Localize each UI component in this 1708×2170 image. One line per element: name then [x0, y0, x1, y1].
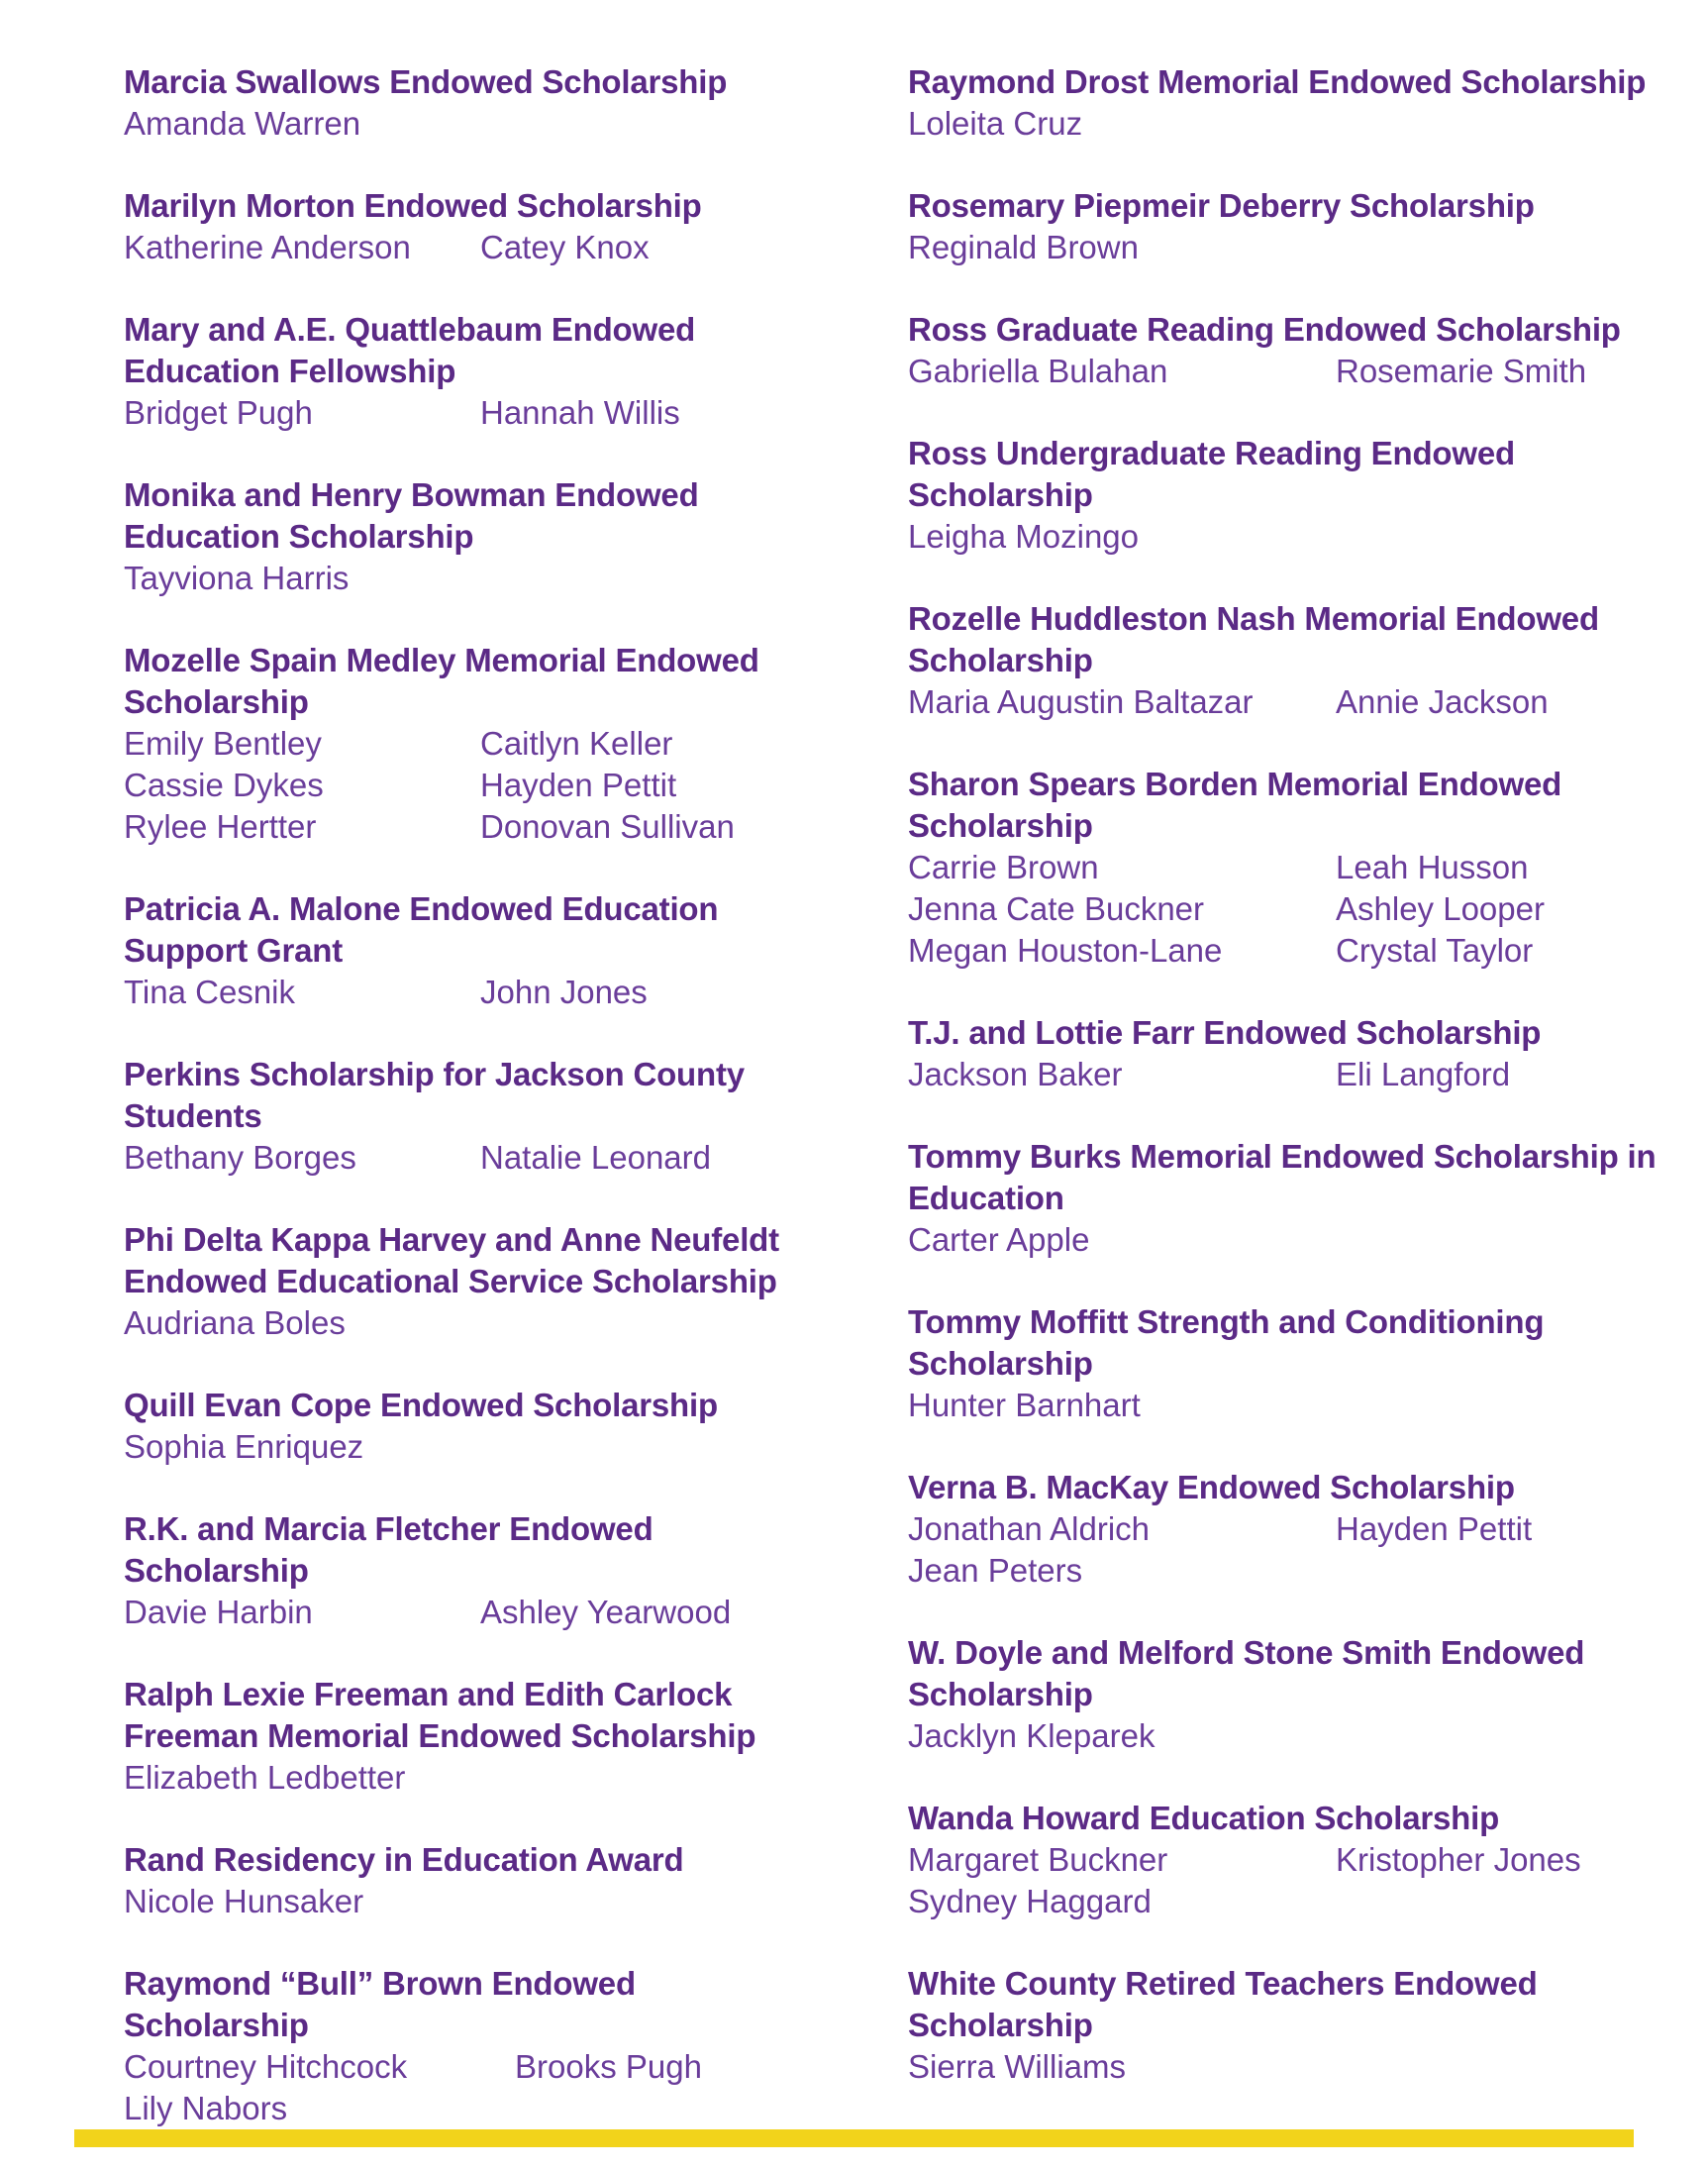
- scholarship-title: Ross Graduate Reading Endowed Scholarship: [908, 311, 1621, 348]
- scholarship-title: Mary and A.E. Quattlebaum Endowed Education Fellowship: [124, 311, 696, 389]
- scholarship-entry: [908, 433, 1660, 558]
- scholarship-title: Tommy Moffitt Strength and Conditioning Scholarship: [908, 1303, 1545, 1382]
- recipient-name: Katherine Anderson: [124, 229, 411, 265]
- recipient-name: Nicole Hunsaker: [124, 1883, 364, 1919]
- scholarship-title: Phi Delta Kappa Harvey and Anne Neufeldt Endowed Educational Service Scholarship: [124, 1221, 779, 1299]
- recipient-name: Courtney Hitchcock: [124, 2048, 408, 2085]
- recipient-name: Leah Husson: [1336, 849, 1529, 885]
- scholarship-entry: [908, 309, 1660, 392]
- recipient-name: Donovan Sullivan: [480, 808, 735, 845]
- recipient-name: Audriana Boles: [124, 1304, 346, 1341]
- recipient-name: Brooks Pugh: [515, 2048, 702, 2085]
- scholarship-entry: [124, 1508, 817, 1633]
- scholarship-entry: [908, 185, 1660, 268]
- scholarship-title: Marcia Swallows Endowed Scholarship: [124, 63, 728, 100]
- recipient-name: Catey Knox: [480, 229, 650, 265]
- scholarship-title: Tommy Burks Memorial Endowed Scholarship in Education: [908, 1138, 1657, 1216]
- recipient-list: [908, 847, 1660, 972]
- scholarship-entry: [124, 309, 817, 434]
- recipient-name: Cassie Dykes: [124, 767, 324, 803]
- recipient-list: [124, 1881, 817, 1922]
- scholarship-title: Quill Evan Cope Endowed Scholarship: [124, 1387, 718, 1423]
- recipient-list: [908, 227, 1660, 268]
- recipient-name: Crystal Taylor: [1336, 932, 1534, 969]
- scholarship-entry: [908, 1136, 1660, 1261]
- scholarship-title: R.K. and Marcia Fletcher Endowed Scholarship: [124, 1510, 653, 1589]
- recipient-list: [124, 392, 817, 434]
- recipient-name: Lily Nabors: [124, 2090, 288, 2126]
- recipient-list: [124, 558, 817, 599]
- left-column: [124, 61, 817, 2170]
- recipient-list: [908, 681, 1660, 723]
- scholarship-title: Monika and Henry Bowman Endowed Education Scholarship: [124, 476, 699, 555]
- scholarship-entry: [124, 61, 817, 145]
- recipient-name: Reginald Brown: [908, 229, 1139, 265]
- recipient-list: [124, 1426, 817, 1468]
- recipient-name: Rylee Hertter: [124, 808, 317, 845]
- scholarship-title: Perkins Scholarship for Jackson County Students: [124, 1056, 745, 1134]
- recipient-list: [908, 1839, 1660, 1922]
- recipient-list: [124, 1137, 817, 1179]
- recipient-name: Maria Augustin Baltazar: [908, 683, 1254, 720]
- recipient-name: Margaret Buckner: [908, 1841, 1168, 1878]
- scholarship-title: Rosemary Piepmeir Deberry Scholarship: [908, 187, 1535, 224]
- recipient-list: [124, 1302, 817, 1344]
- scholarship-entry: [908, 764, 1660, 972]
- recipient-list: [908, 1219, 1660, 1261]
- recipient-list: [908, 516, 1660, 558]
- recipient-name: Emily Bentley: [124, 725, 322, 762]
- recipient-name: Jenna Cate Buckner: [908, 890, 1205, 927]
- recipient-name: Bridget Pugh: [124, 394, 313, 431]
- scholarship-entry: [908, 1963, 1660, 2088]
- recipient-name: Rosemarie Smith: [1336, 353, 1587, 389]
- recipient-name: Amanda Warren: [124, 105, 361, 142]
- scholarship-entry: [908, 61, 1660, 145]
- scholarship-title: T.J. and Lottie Farr Endowed Scholarship: [908, 1014, 1542, 1051]
- recipient-name: Ashley Looper: [1336, 890, 1545, 927]
- recipient-list: [908, 1385, 1660, 1426]
- recipient-list: [908, 1715, 1660, 1757]
- recipient-name: Sophia Enriquez: [124, 1428, 364, 1465]
- recipient-list: [908, 2046, 1660, 2088]
- recipient-name: Megan Houston-Lane: [908, 932, 1223, 969]
- footer-bar: [74, 2129, 1634, 2147]
- recipient-list: [124, 723, 817, 848]
- recipient-name: Hannah Willis: [480, 394, 680, 431]
- scholarship-entry: [124, 1674, 817, 1799]
- recipient-list: [124, 1592, 817, 1633]
- scholarship-title: White County Retired Teachers Endowed Scholarship: [908, 1965, 1538, 2043]
- scholarship-title: Mozelle Spain Medley Memorial Endowed Scholarship: [124, 642, 759, 720]
- scholarship-entry: [124, 1219, 817, 1344]
- scholarship-entry: [124, 640, 817, 848]
- scholarship-title: Sharon Spears Borden Memorial Endowed Scholarship: [908, 766, 1562, 844]
- scholarship-entry: [908, 1467, 1660, 1592]
- recipient-list: [124, 103, 817, 145]
- scholarship-title: Wanda Howard Education Scholarship: [908, 1800, 1500, 1836]
- scholarship-title: Ralph Lexie Freeman and Edith Carlock Freeman Memorial Endowed Scholarship: [124, 1676, 756, 1754]
- recipient-list: [124, 2046, 817, 2129]
- scholarship-title: Marilyn Morton Endowed Scholarship: [124, 187, 702, 224]
- recipient-name: Davie Harbin: [124, 1594, 313, 1630]
- recipient-list: [908, 103, 1660, 145]
- recipient-name: Hayden Pettit: [480, 767, 677, 803]
- scholarship-title: W. Doyle and Melford Stone Smith Endowed Scholarship: [908, 1634, 1585, 1712]
- recipient-name: Jacklyn Kleparek: [908, 1717, 1155, 1754]
- recipient-name: Kristopher Jones: [1336, 1841, 1581, 1878]
- recipient-list: [908, 1054, 1660, 1095]
- right-column: [908, 61, 1660, 2128]
- recipient-name: Ashley Yearwood: [480, 1594, 732, 1630]
- scholarship-entry: [908, 1012, 1660, 1095]
- scholarship-entry: [124, 1385, 817, 1468]
- recipient-name: Carter Apple: [908, 1221, 1090, 1258]
- recipient-name: Tayviona Harris: [124, 560, 350, 596]
- scholarship-title: Patricia A. Malone Endowed Education Support Grant: [124, 890, 719, 969]
- recipient-name: John Jones: [480, 974, 648, 1010]
- recipient-name: Sydney Haggard: [908, 1883, 1152, 1919]
- recipient-name: Bethany Borges: [124, 1139, 356, 1176]
- recipient-name: Loleita Cruz: [908, 105, 1083, 142]
- scholarship-entry: [124, 888, 817, 1013]
- scholarship-entry: [908, 598, 1660, 723]
- recipient-list: [908, 351, 1660, 392]
- scholarship-entry: [124, 1054, 817, 1179]
- scholarship-title: Raymond Drost Memorial Endowed Scholarship: [908, 63, 1647, 100]
- scholarship-entry: [124, 1963, 817, 2129]
- recipient-name: Gabriella Bulahan: [908, 353, 1168, 389]
- recipient-name: Natalie Leonard: [480, 1139, 711, 1176]
- scholarship-entry: [908, 1798, 1660, 1922]
- scholarship-entry: [908, 1632, 1660, 1757]
- recipient-name: Annie Jackson: [1336, 683, 1549, 720]
- recipient-name: Jackson Baker: [908, 1056, 1123, 1092]
- recipient-name: Tina Cesnik: [124, 974, 296, 1010]
- recipient-name: Elizabeth Ledbetter: [124, 1759, 406, 1796]
- recipient-list: [124, 227, 817, 268]
- scholarship-title: Rand Residency in Education Award: [124, 1841, 684, 1878]
- recipient-list: [124, 972, 817, 1013]
- scholarship-title: Raymond “Bull” Brown Endowed Scholarship: [124, 1965, 636, 2043]
- recipient-name: Hayden Pettit: [1336, 1510, 1533, 1547]
- scholarship-title: Rozelle Huddleston Nash Memorial Endowed Scholarship: [908, 600, 1599, 678]
- recipient-name: Caitlyn Keller: [480, 725, 673, 762]
- scholarship-entry: [124, 474, 817, 599]
- recipient-name: Sierra Williams: [908, 2048, 1127, 2085]
- recipient-name: Hunter Barnhart: [908, 1387, 1141, 1423]
- recipient-list: [124, 1757, 817, 1799]
- recipient-name: Carrie Brown: [908, 849, 1099, 885]
- recipient-name: Jean Peters: [908, 1552, 1083, 1589]
- scholarship-entry: [124, 1839, 817, 1922]
- recipient-name: Eli Langford: [1336, 1056, 1511, 1092]
- scholarship-entry: [908, 1301, 1660, 1426]
- scholarship-title: Ross Undergraduate Reading Endowed Scholarship: [908, 435, 1515, 513]
- recipient-name: Leigha Mozingo: [908, 518, 1139, 555]
- scholarship-entry: [124, 185, 817, 268]
- scholarship-title: Verna B. MacKay Endowed Scholarship: [908, 1469, 1515, 1505]
- recipient-name: Jonathan Aldrich: [908, 1510, 1151, 1547]
- recipient-list: [908, 1508, 1660, 1592]
